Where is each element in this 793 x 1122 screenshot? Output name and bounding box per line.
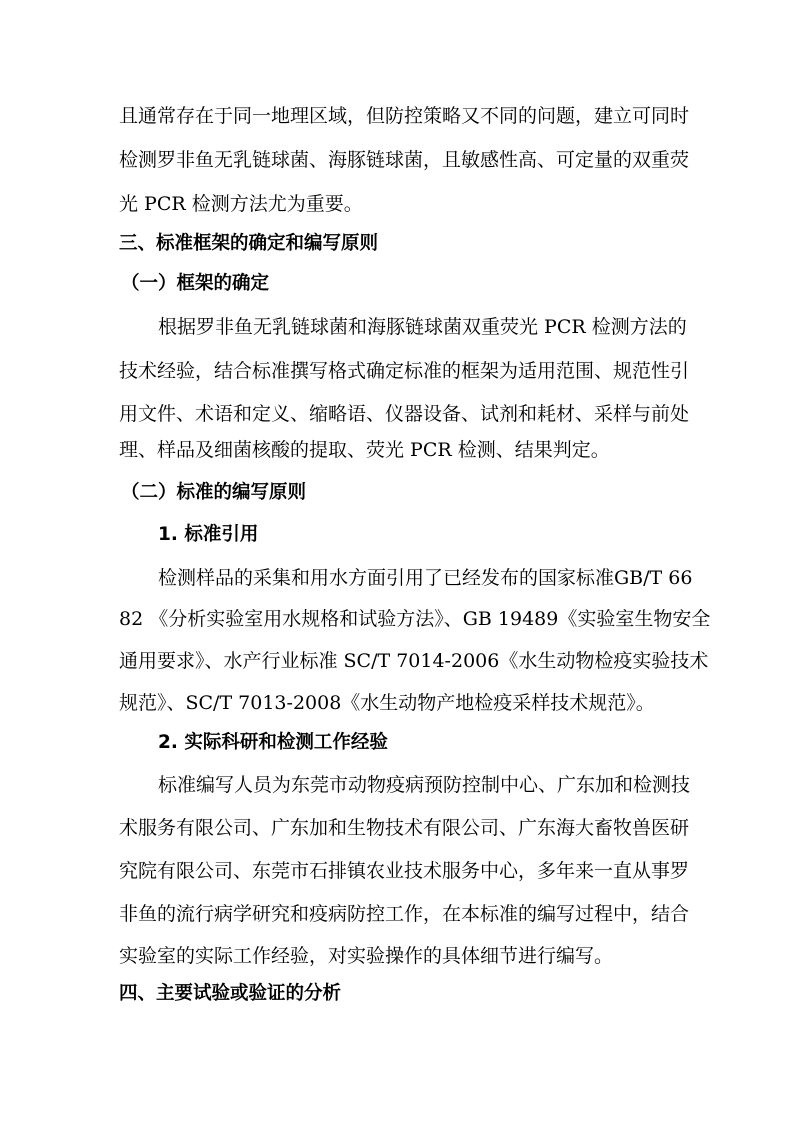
paragraph-line: 非鱼的流行病学研究和疫病防控工作，在本标准的编写过程中，结合 — [119, 903, 690, 925]
paragraph-line: 规范》、SC/T 7013-2008《水生动物产地检疫采样技术规范》。 — [119, 692, 655, 714]
paragraph-line: 且通常存在于同一地理区域，但防控策略又不同的问题，建立可同时 — [119, 105, 690, 127]
paragraph-line: 检测罗非鱼无乳链球菌、海豚链球菌，且敏感性高、可定量的双重荧 — [119, 149, 690, 171]
paragraph-line: 究院有限公司、东莞市石排镇农业技术服务中心，多年来一直从事罗 — [119, 860, 690, 882]
paragraph-line: 82 《分析实验室用水规格和试验方法》、GB 19489《实验室生物安全 — [119, 608, 711, 630]
paragraph-line: 用文件、术语和定义、缩略语、仪器设备、试剂和耗材、采样与前处 — [119, 403, 690, 425]
paragraph-line: 检测样品的采集和用水方面引用了已经发布的国家标准GB/T 66 — [158, 567, 693, 589]
section-heading-4: 四、主要试验或验证的分析 — [119, 983, 342, 1004]
paragraph-line: 理、样品及细菌核酸的提取、荧光 PCR 检测、结果判定。 — [119, 439, 610, 461]
paragraph-line: 术服务有限公司、广东加和生物技术有限公司、广东海大畜牧兽医研 — [119, 817, 690, 839]
paragraph-line: 技术经验，结合标准撰写格式确定标准的框架为适用范围、规范性引 — [119, 360, 690, 382]
paragraph-line: 标准编写人员为东莞市动物疫病预防控制中心、广东加和检测技 — [158, 774, 691, 796]
paragraph-line: 通用要求》、水产行业标准 SC/T 7014-2006《水生动物检疫实验技术 — [119, 650, 709, 672]
section-heading-3: 三、标准框架的确定和编写原则 — [119, 233, 379, 254]
paragraph-line: 光 PCR 检测方法尤为重要。 — [119, 193, 363, 215]
subsection-heading-framework: （一）框架的确定 — [121, 273, 270, 294]
item-heading-standard-references: 1. 标准引用 — [158, 524, 259, 545]
paragraph-line: 根据罗非鱼无乳链球菌和海豚链球菌双重荧光 PCR 检测方法的 — [158, 316, 687, 338]
item-heading-experience: 2. 实际科研和检测工作经验 — [158, 732, 388, 753]
paragraph-line: 实验室的实际工作经验，对实验操作的具体细节进行编写。 — [119, 945, 614, 967]
subsection-heading-principles: （二）标准的编写原则 — [121, 482, 307, 503]
